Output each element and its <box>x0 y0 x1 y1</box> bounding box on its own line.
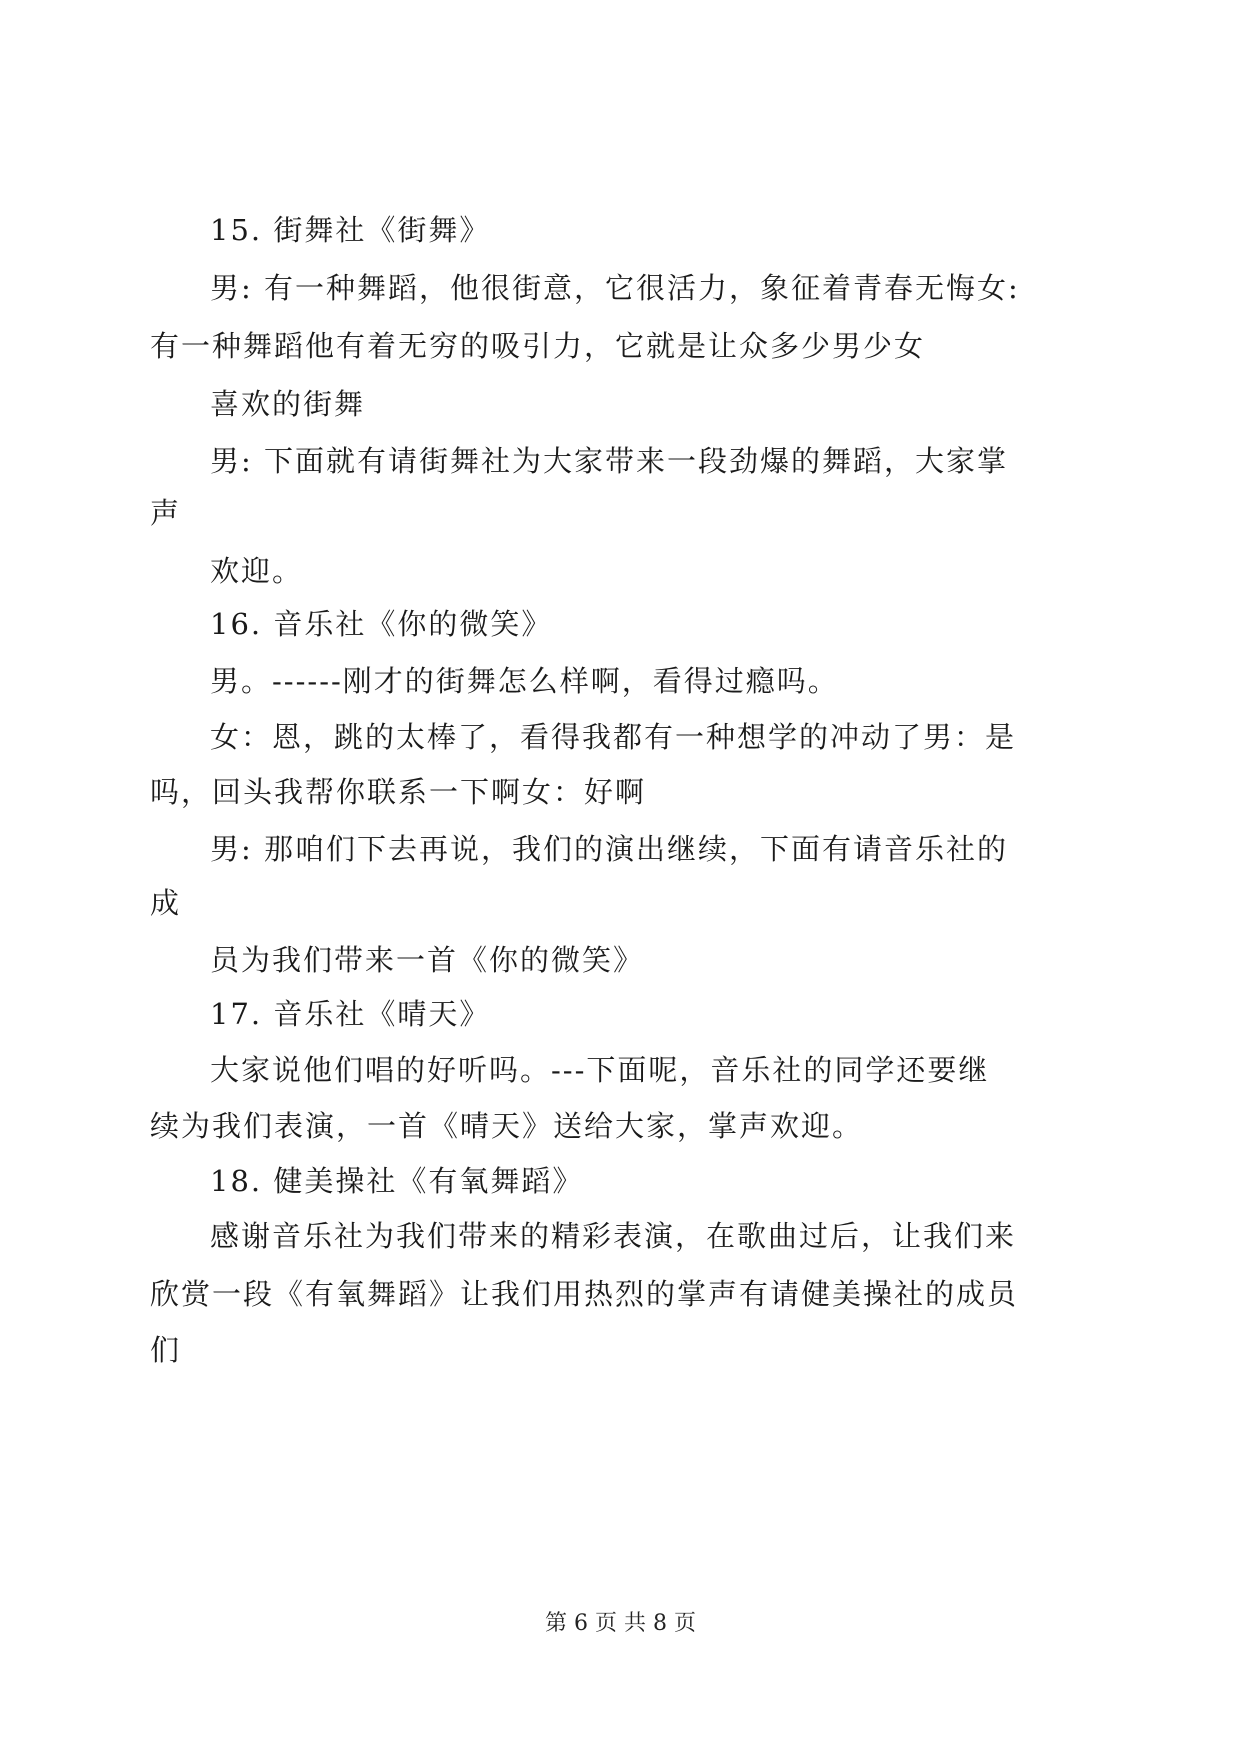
paragraph-line: 喜欢的街舞 <box>210 387 366 421</box>
section-heading-16: 16. 音乐社《你的微笑》 <box>210 607 553 641</box>
paragraph-line: 们 <box>150 1333 182 1367</box>
paragraph-line: 员为我们带来一首《你的微笑》 <box>210 943 645 977</box>
paragraph-line: 声 <box>150 496 182 530</box>
paragraph-line: 欢迎。 <box>210 554 304 588</box>
paragraph-line: 男: 下面就有请街舞社为大家带来一段劲爆的舞蹈，大家掌 <box>210 444 1008 478</box>
section-heading-18: 18. 健美操社《有氧舞蹈》 <box>210 1164 584 1198</box>
paragraph-line: 有一种舞蹈他有着无穷的吸引力，它就是让众多少男少女 <box>150 329 926 363</box>
section-heading-17: 17. 音乐社《晴天》 <box>210 997 491 1031</box>
paragraph-line: 欣赏一段《有氧舞蹈》让我们用热烈的掌声有请健美操社的成员 <box>150 1277 1019 1311</box>
paragraph-line: 感谢音乐社为我们带来的精彩表演，在歌曲过后，让我们来 <box>210 1219 1017 1253</box>
page-number-footer: 第 6 页 共 8 页 <box>545 1611 696 1636</box>
paragraph-line: 吗，回头我帮你联系一下啊女：好啊 <box>150 775 647 809</box>
paragraph-line: 成 <box>150 886 182 920</box>
paragraph-line: 男。------刚才的街舞怎么样啊，看得过瘾吗。 <box>210 664 839 698</box>
paragraph-line: 大家说他们唱的好听吗。---下面呢，音乐社的同学还要继 <box>210 1053 990 1087</box>
paragraph-line: 男: 那咱们下去再说，我们的演出继续，下面有请音乐社的 <box>210 832 1008 866</box>
paragraph-line: 女：恩，跳的太棒了，看得我都有一种想学的冲动了男：是 <box>210 720 1017 754</box>
paragraph-line: 男: 有一种舞蹈，他很街意，它很活力，象征着青春无悔女: <box>210 271 1020 305</box>
paragraph-line: 续为我们表演，一首《晴天》送给大家，掌声欢迎。 <box>150 1109 864 1143</box>
section-heading-15: 15. 街舞社《街舞》 <box>210 213 491 247</box>
